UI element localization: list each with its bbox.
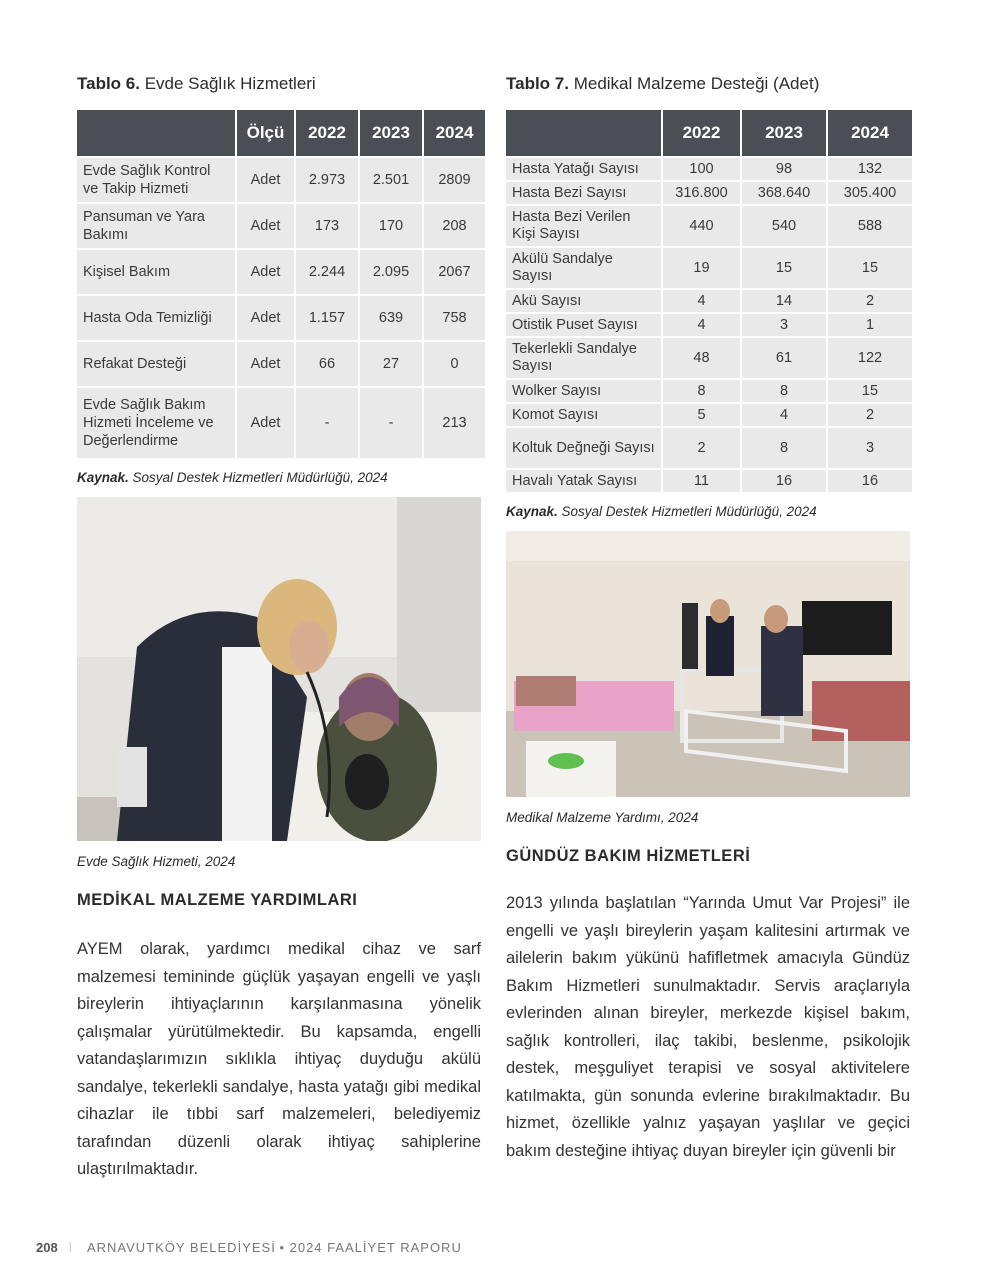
row-2022: 8 (663, 380, 740, 402)
table7 (504, 108, 914, 494)
row-label: Havalı Yatak Sayısı (506, 470, 661, 492)
row-label: Pansuman ve Yara Bakımı (77, 204, 235, 248)
footer-org: ARNAVUTKÖY BELEDİYESİ (86, 1240, 276, 1255)
row-2023: 8 (742, 428, 826, 468)
row-2022: 2.973 (296, 158, 358, 202)
row-2022: 19 (663, 248, 740, 288)
row-label: Akü Sayısı (506, 290, 661, 312)
row-2023: 368.640 (742, 182, 826, 204)
medical-supply-photo-illustration (506, 531, 910, 797)
home-health-photo-illustration (77, 497, 481, 841)
table6-header-2024: 2024 (424, 110, 485, 156)
table6 (75, 108, 487, 460)
row-2022: 11 (663, 470, 740, 492)
row-2023: 14 (742, 290, 826, 312)
row-2024: 213 (424, 388, 485, 458)
footer-report: 2024 FAALİYET RAPORU (289, 1240, 462, 1255)
day-care-body: 2013 yılında başlatılan “Yarında Umut Var Projesi” ile engelli ve yaşlı bireylerin yaşam kalitesini artırmak ve ailelerin bakım yükünü hafifletmek amacıyla Gündüz Bakım Hizmetleri sunulmaktadır. Servis araçlarıyla evlerinden alınan bireyler, merkezde kişisel bakım, sağlık kontrolleri, ilaç takibi, beslenme, psikolojik destek, meşguliyet terapisi ve sosyal aktivitelere katılmakta, gün sonunda evlerine bırakılmaktadır. Bu hizmet, özellikle yalnız yaşayan yaşlılar ve geçici bakım desteğine ihtiyaç duyan bireyler için güvenli bir (506, 894, 910, 1160)
page-number: 208 (36, 1240, 58, 1255)
row-2023: 2.095 (360, 250, 422, 294)
row-2022: 2 (663, 428, 740, 468)
row-2024: 16 (828, 470, 912, 492)
row-label: Hasta Bezi Verilen Kişi Sayısı (506, 206, 661, 246)
row-label: Hasta Bezi Sayısı (506, 182, 661, 204)
row-unit: Adet (237, 204, 294, 248)
row-2023: 3 (742, 314, 826, 336)
row-2024: 1 (828, 314, 912, 336)
table6-header-2022: 2022 (296, 110, 358, 156)
row-2023: 2.501 (360, 158, 422, 202)
row-label: Hasta Oda Temizliği (77, 296, 235, 340)
footer-dot: • (279, 1240, 290, 1255)
row-2024: 2 (828, 404, 912, 426)
home-health-photo-caption: Evde Sağlık Hizmeti, 2024 (77, 854, 236, 869)
table7-header-row (506, 110, 912, 156)
page-footer (36, 1240, 462, 1256)
row-label: Akülü Sandalye Sayısı (506, 248, 661, 288)
row-2022: 66 (296, 342, 358, 386)
row-2022: - (296, 388, 358, 458)
table7-title: Tablo 7. Medikal Malzeme Desteği (Adet) (506, 74, 820, 93)
table7-header-2024: 2024 (828, 110, 912, 156)
row-2024: 3 (828, 428, 912, 468)
row-unit: Adet (237, 388, 294, 458)
row-unit: Adet (237, 158, 294, 202)
row-label: Hasta Yatağı Sayısı (506, 158, 661, 180)
table-row (506, 314, 912, 336)
row-2023: 98 (742, 158, 826, 180)
row-2024: 122 (828, 338, 912, 378)
table-row (506, 470, 912, 492)
table-row (506, 248, 912, 288)
table6-header-row (77, 110, 485, 156)
row-label: Kişisel Bakım (77, 250, 235, 294)
table-row (506, 158, 912, 180)
left-column (77, 72, 481, 1184)
row-2023: 639 (360, 296, 422, 340)
row-2024: 2067 (424, 250, 485, 294)
table6-header-item (77, 110, 235, 156)
row-label: Otistik Puset Sayısı (506, 314, 661, 336)
row-2023: 15 (742, 248, 826, 288)
row-2022: 4 (663, 314, 740, 336)
home-health-photo (77, 497, 481, 841)
row-label: Koltuk Değneği Sayısı (506, 428, 661, 468)
row-label: Tekerlekli Sandalye Sayısı (506, 338, 661, 378)
table-row (77, 250, 485, 294)
row-unit: Adet (237, 296, 294, 340)
row-label: Refakat Desteği (77, 342, 235, 386)
row-2023: 16 (742, 470, 826, 492)
row-unit: Adet (237, 250, 294, 294)
row-2023: 540 (742, 206, 826, 246)
row-unit: Adet (237, 342, 294, 386)
row-2024: 588 (828, 206, 912, 246)
footer-divider-icon: ⦚ (68, 1240, 72, 1255)
table-row (77, 296, 485, 340)
row-2024: 305.400 (828, 182, 912, 204)
medical-supply-photo (506, 531, 910, 797)
row-2023: 61 (742, 338, 826, 378)
table-row (506, 182, 912, 204)
table6-title: Tablo 6. Evde Sağlık Hizmetleri (77, 74, 316, 93)
medical-supply-photo-caption: Medikal Malzeme Yardımı, 2024 (506, 810, 699, 825)
table-row (506, 290, 912, 312)
table-row (77, 388, 485, 458)
table6-header-2023: 2023 (360, 110, 422, 156)
row-2022: 316.800 (663, 182, 740, 204)
table-row (77, 204, 485, 248)
row-label: Wolker Sayısı (506, 380, 661, 402)
table-row (506, 404, 912, 426)
table6-source: Kaynak. Sosyal Destek Hizmetleri Müdürlüğü, 2024 (77, 470, 388, 485)
row-2023: 4 (742, 404, 826, 426)
row-2024: 2809 (424, 158, 485, 202)
row-2022: 100 (663, 158, 740, 180)
table-row (77, 158, 485, 202)
row-2022: 440 (663, 206, 740, 246)
row-2024: 15 (828, 380, 912, 402)
row-label: Evde Sağlık Kontrol ve Takip Hizmeti (77, 158, 235, 202)
table6-header-unit: Ölçü (237, 110, 294, 156)
row-2024: 208 (424, 204, 485, 248)
row-2024: 132 (828, 158, 912, 180)
row-2022: 5 (663, 404, 740, 426)
medical-supply-body: AYEM olarak, yardımcı medikal cihaz ve sarf malzemesi temininde güçlük yaşayan engelli ve yaşlı bireylerin ihtiyaçlarının karşılanmasına yönelik çalışmalar yürütülmektedir. Bu kapsamda, engelli vatandaşlarımızın sıklıkla ihtiyaç duyduğu akülü sandalye, tekerlekli sandalye, hasta yatağı gibi medikal cihazlar ile tıbbi sarf malzemeleri, belediyemiz tarafından düzenli olarak ihtiyaç sahiplerine ulaştırılmaktadır. (77, 940, 481, 1178)
table-row (506, 428, 912, 468)
table7-source: Kaynak. Sosyal Destek Hizmetleri Müdürlüğü, 2024 (506, 504, 817, 519)
day-care-heading: GÜNDÜZ BAKIM HİZMETLERİ (506, 847, 751, 865)
row-2022: 48 (663, 338, 740, 378)
row-label: Komot Sayısı (506, 404, 661, 426)
row-2022: 4 (663, 290, 740, 312)
table7-header-item (506, 110, 661, 156)
medical-supply-heading: MEDİKAL MALZEME YARDIMLARI (77, 891, 358, 909)
row-2022: 1.157 (296, 296, 358, 340)
row-2023: 170 (360, 204, 422, 248)
row-2023: - (360, 388, 422, 458)
table-row (506, 206, 912, 246)
row-2024: 0 (424, 342, 485, 386)
row-2023: 27 (360, 342, 422, 386)
row-label: Evde Sağlık Bakım Hizmeti İnceleme ve Değerlendirme (77, 388, 235, 458)
row-2022: 2.244 (296, 250, 358, 294)
table-row (77, 342, 485, 386)
row-2022: 173 (296, 204, 358, 248)
row-2023: 8 (742, 380, 826, 402)
table7-header-2023: 2023 (742, 110, 826, 156)
table7-header-2022: 2022 (663, 110, 740, 156)
row-2024: 15 (828, 248, 912, 288)
table-row (506, 338, 912, 378)
row-2024: 758 (424, 296, 485, 340)
row-2024: 2 (828, 290, 912, 312)
table-row (506, 380, 912, 402)
right-column (506, 72, 910, 1165)
